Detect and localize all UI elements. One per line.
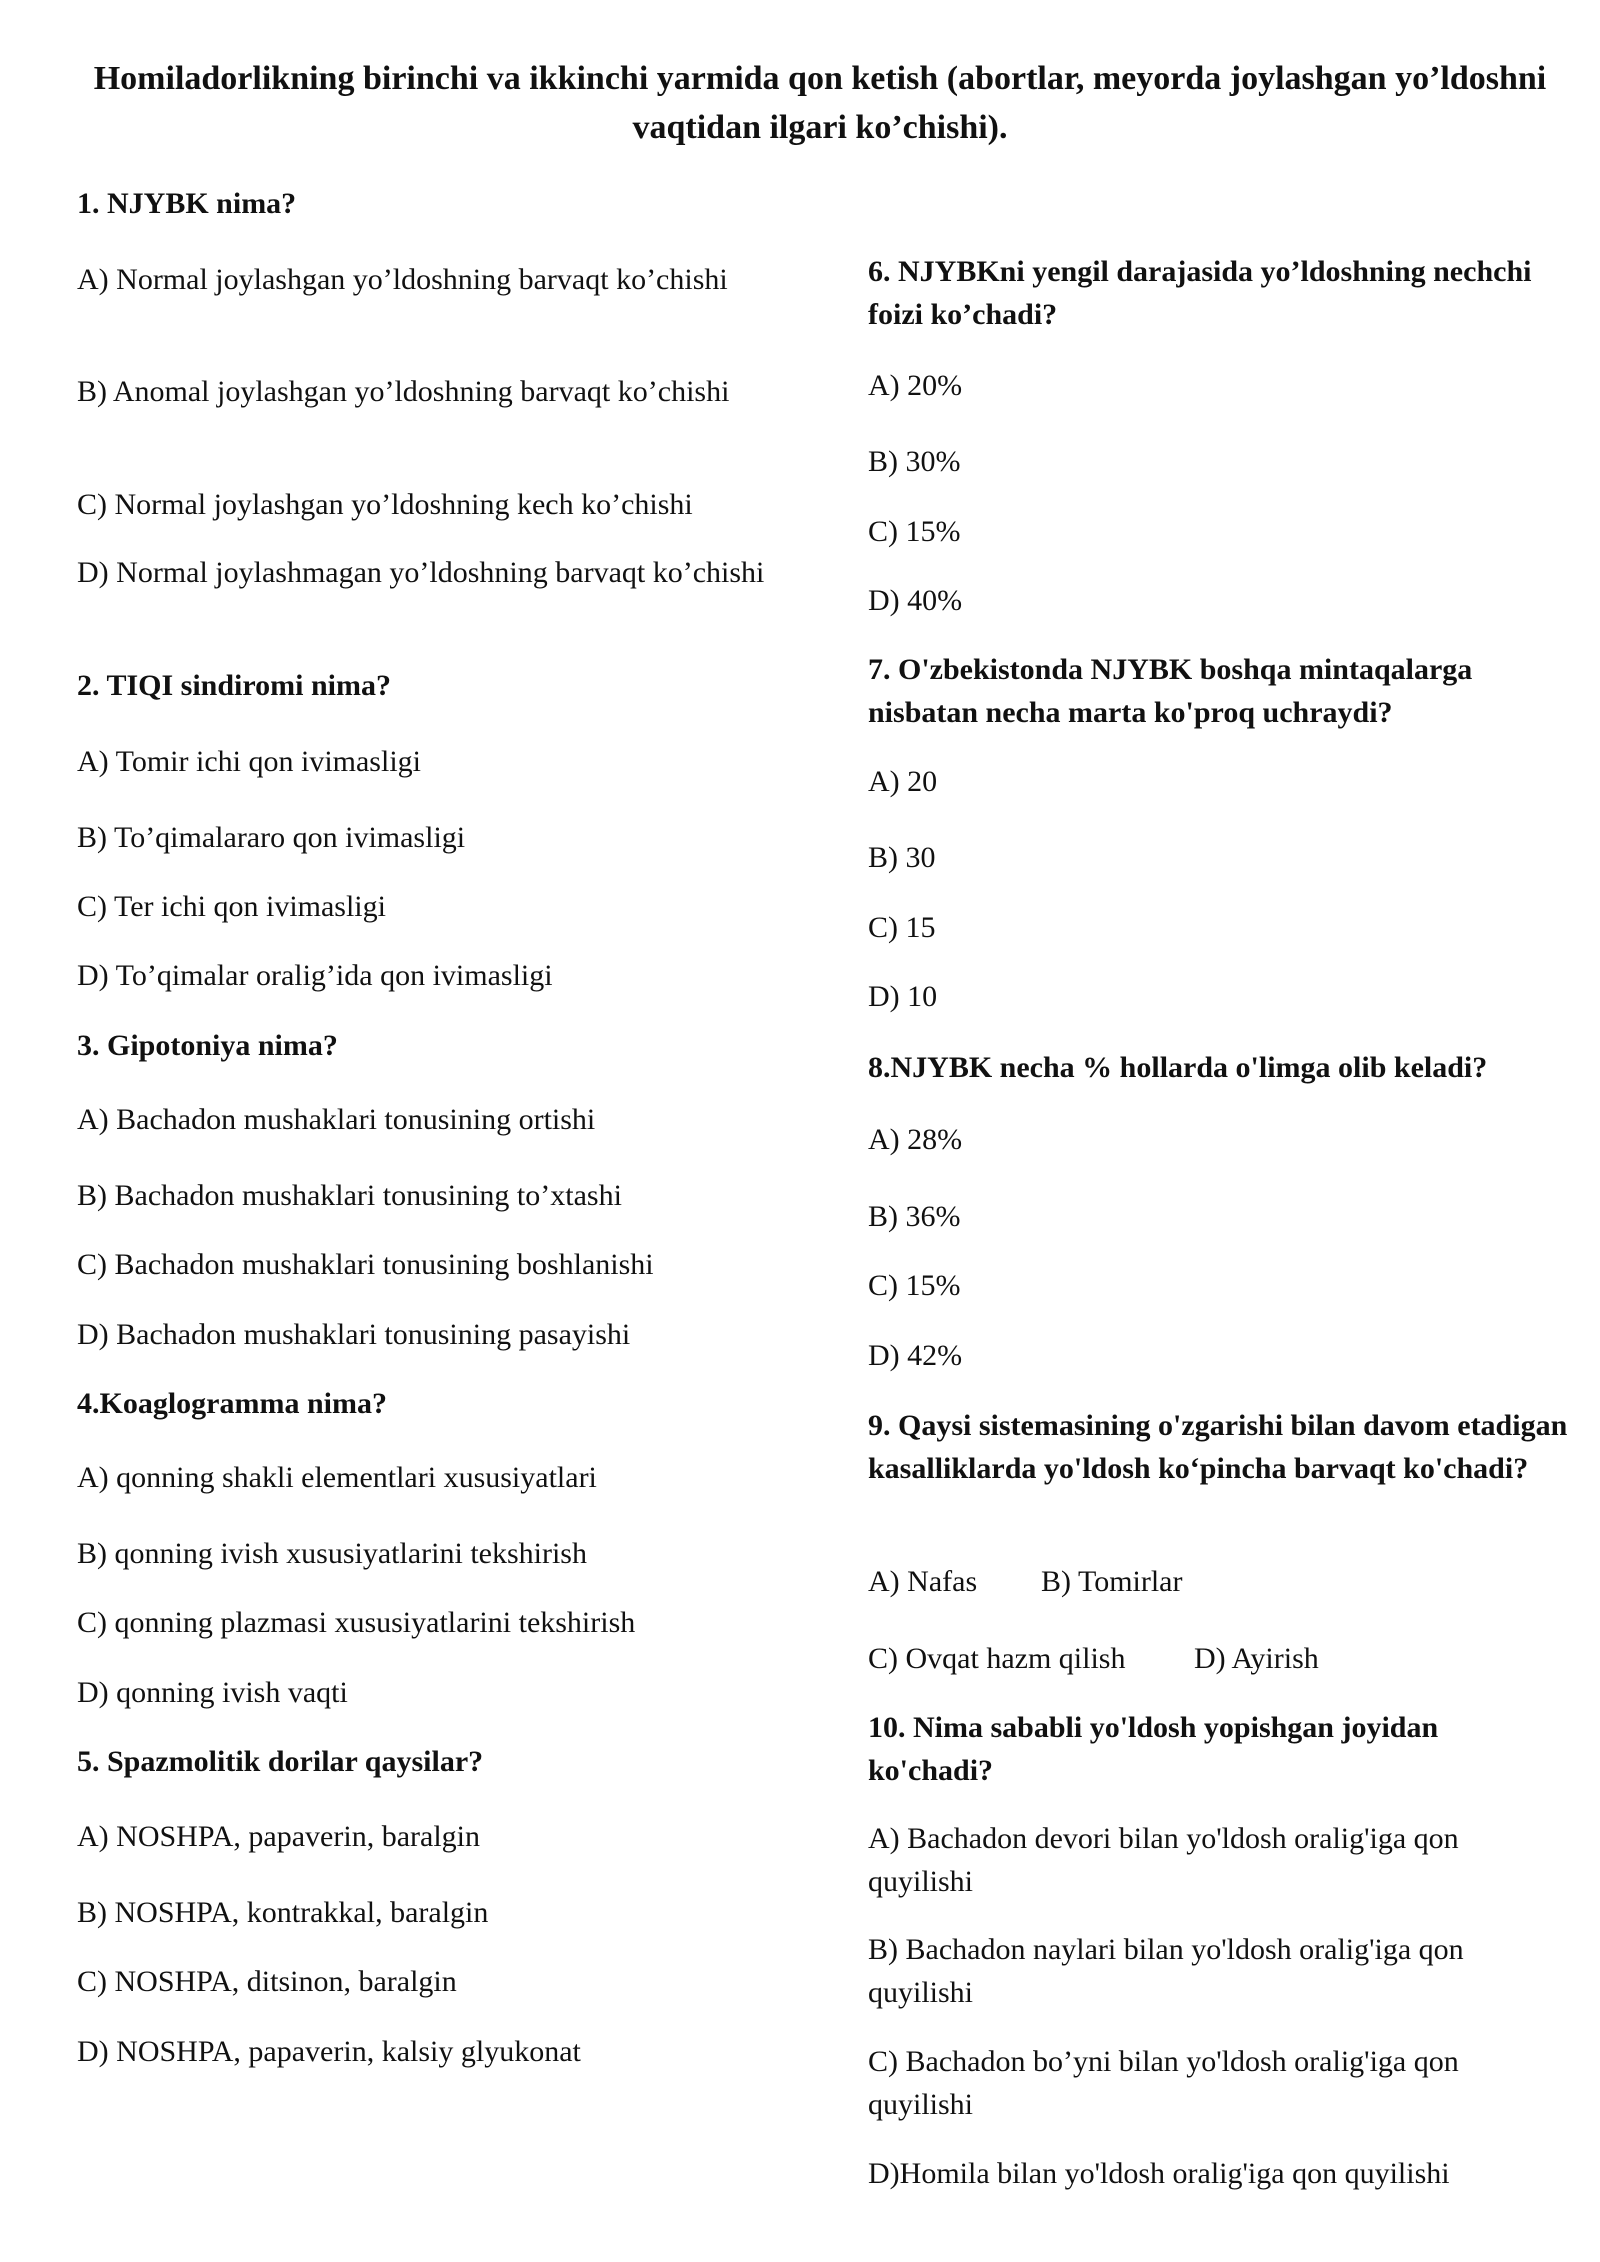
question-1: 1. NJYBK nima? (77, 187, 297, 220)
question-6-option-d: D) 40% (868, 584, 963, 617)
question-2: 2. TIQI sindiromi nima? (77, 669, 391, 702)
question-4-option-b: B) qonning ivish xususiyatlarini tekshirish (77, 1537, 587, 1570)
question-5-option-d: D) NOSHPA, papaverin, kalsiy glyukonat (77, 2035, 581, 2068)
question-5-option-b: B) NOSHPA, kontrakkal, baralgin (77, 1896, 489, 1929)
question-10: 10. Nima sababli yo'ldosh yopishgan joyidan ko'chadi? (868, 1711, 1439, 1787)
question-7-option-d: D) 10 (868, 980, 938, 1013)
question-6-option-a: A) 20% (868, 369, 963, 402)
question-2-option-b: B) To’qimalararo qon ivimasligi (77, 821, 466, 854)
question-8-option-c: C) 15% (868, 1269, 961, 1302)
question-3-option-b: B) Bachadon mushaklari tonusining to’xtashi (77, 1179, 622, 1212)
question-10-option-b: B) Bachadon naylari bilan yo'ldosh oralig'iga qon quyilishi (868, 1933, 1464, 2009)
question-1-option-c: C) Normal joylashgan yo’ldoshning kech ko’chishi (77, 488, 693, 521)
question-4: 4.Koaglogramma nima? (77, 1387, 387, 1420)
document-title: Homiladorlikning birinchi va ikkinchi yarmida qon ketish (abortlar, meyorda joylashgan yo’ldoshni vaqtidan ilgari ko’chishi). (93, 60, 1547, 146)
question-8: 8.NJYBK necha % hollarda o'limga olib keladi? (868, 1051, 1488, 1084)
question-4-option-a: A) qonning shakli elementlari xususiyatlari (77, 1461, 597, 1494)
question-9-option-c: C) Ovqat hazm qilish (868, 1642, 1126, 1675)
question-1-option-a: A) Normal joylashgan yo’ldoshning barvaqt ko’chishi (77, 263, 728, 296)
question-2-option-c: C) Ter ichi qon ivimasligi (77, 890, 386, 923)
question-10-option-d: D)Homila bilan yo'ldosh oralig'iga qon quyilishi (868, 2157, 1450, 2190)
question-10-option-a: A) Bachadon devori bilan yo'ldosh oralig'iga qon quyilishi (868, 1822, 1459, 1898)
question-5: 5. Spazmolitik dorilar qaysilar? (77, 1745, 484, 1778)
question-7-option-c: C) 15 (868, 911, 936, 944)
question-10-option-c: C) Bachadon bo’yni bilan yo'ldosh oralig'iga qon quyilishi (868, 2045, 1459, 2121)
question-8-option-b: B) 36% (868, 1200, 961, 1233)
question-7: 7. O'zbekistonda NJYBK boshqa mintaqalarga nisbatan necha marta ko'proq uchraydi? (868, 653, 1473, 729)
question-3-option-d: D) Bachadon mushaklari tonusining pasayishi (77, 1318, 631, 1351)
question-3: 3. Gipotoniya nima? (77, 1029, 338, 1062)
question-2-option-a: A) Tomir ichi qon ivimasligi (77, 745, 421, 778)
question-3-option-c: C) Bachadon mushaklari tonusining boshlanishi (77, 1248, 654, 1281)
question-4-option-d: D) qonning ivish vaqti (77, 1676, 348, 1709)
question-7-option-b: B) 30 (868, 841, 936, 874)
question-2-option-d: D) To’qimalar oralig’ida qon ivimasligi (77, 959, 553, 992)
question-9: 9. Qaysi sistemasining o'zgarishi bilan davom etadigan kasalliklarda yo'ldosh ko‘pincha barvaqt ko'chadi? (868, 1409, 1568, 1485)
question-6: 6. NJYBKni yengil darajasida yo’ldoshning nechchi foizi ko’chadi? (868, 255, 1532, 331)
question-9-option-d: D) Ayirish (1194, 1642, 1319, 1675)
question-8-option-a: A) 28% (868, 1123, 963, 1156)
question-8-option-d: D) 42% (868, 1339, 963, 1372)
question-7-option-a: A) 20 (868, 765, 938, 798)
question-3-option-a: A) Bachadon mushaklari tonusining ortishi (77, 1103, 596, 1136)
question-9-option-b: B) Tomirlar (1041, 1565, 1183, 1598)
question-6-option-c: C) 15% (868, 515, 961, 548)
question-4-option-c: C) qonning plazmasi xususiyatlarini tekshirish (77, 1606, 636, 1639)
question-5-option-a: A) NOSHPA, papaverin, baralgin (77, 1820, 480, 1853)
question-5-option-c: C) NOSHPA, ditsinon, baralgin (77, 1965, 457, 1998)
question-1-option-b: B) Anomal joylashgan yo’ldoshning barvaqt ko’chishi (77, 375, 730, 408)
question-9-option-a: A) Nafas (868, 1565, 978, 1598)
question-6-option-b: B) 30% (868, 445, 961, 478)
question-1-option-d: D) Normal joylashmagan yo’ldoshning barvaqt ko’chishi (77, 556, 765, 589)
